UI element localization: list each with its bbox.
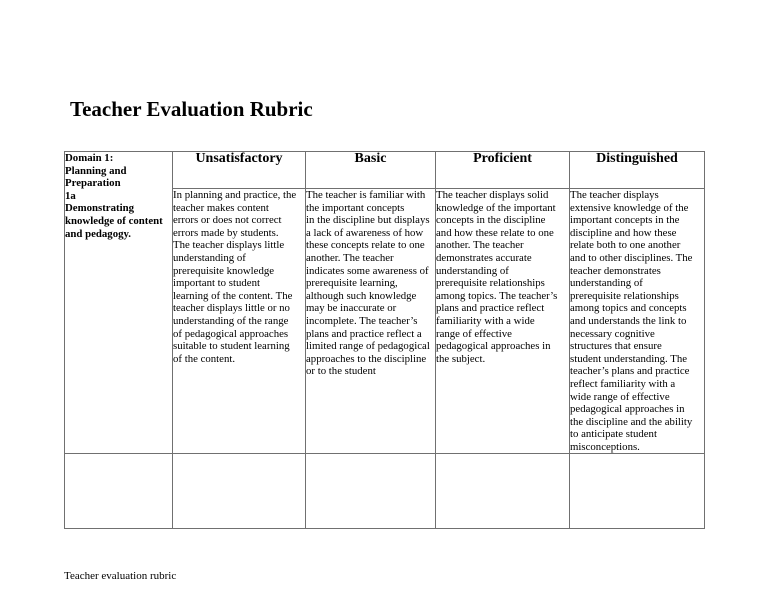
description-line: or to the student xyxy=(306,365,376,378)
description-distinguished xyxy=(570,189,705,454)
description-line: prerequisite learning, xyxy=(306,277,398,290)
rubric-table xyxy=(64,151,705,529)
description-line: and to other disciplines. The xyxy=(570,251,693,264)
description-line: knowledge of the important xyxy=(436,201,556,214)
description-line: in the discipline but displays xyxy=(306,214,430,227)
description-line: limited range of pedagogical xyxy=(306,340,430,353)
description-line: understanding of xyxy=(570,277,643,290)
domain-label: Preparation xyxy=(65,177,121,190)
description-line: teacher displays little or no xyxy=(173,302,290,315)
description-line: prerequisite relationships xyxy=(570,289,679,302)
description-line: important to student xyxy=(173,277,260,290)
component-label: knowledge of content xyxy=(65,214,163,227)
description-line: familiarity with a wide xyxy=(436,314,535,327)
description-line: of the content. xyxy=(173,352,236,365)
rubric-header-row xyxy=(65,152,705,189)
empty-cell xyxy=(65,454,173,529)
description-line: a lack of awareness of how xyxy=(306,226,424,239)
description-line: range of effective xyxy=(436,327,512,340)
description-line: discipline and how these xyxy=(570,226,677,239)
description-line: concepts in the discipline xyxy=(436,214,546,227)
description-line: The teacher displays solid xyxy=(436,189,549,201)
description-line: another. The teacher xyxy=(306,251,394,264)
description-line: errors or does not correct xyxy=(173,214,282,227)
description-line: prerequisite relationships xyxy=(436,277,545,290)
description-line: important concepts in the xyxy=(570,214,680,227)
description-line: student understanding. The xyxy=(570,352,688,365)
level-header-proficient: Proficient xyxy=(436,152,570,189)
empty-cell xyxy=(306,454,436,529)
description-line: extensive knowledge of the xyxy=(570,201,689,214)
description-line: The teacher displays xyxy=(570,189,659,201)
empty-cell xyxy=(436,454,570,529)
level-header-basic: Basic xyxy=(306,152,436,189)
description-unsatisfactory xyxy=(173,189,306,454)
description-line: among topics. The teacher’s xyxy=(436,289,558,302)
domain-label: Domain 1: xyxy=(65,152,114,164)
description-line: prerequisite knowledge xyxy=(173,264,275,277)
description-line: teacher makes content xyxy=(173,201,269,214)
description-line: these concepts relate to one xyxy=(306,239,425,252)
description-line: plans and practice reflect xyxy=(436,302,545,315)
description-line: the discipline and the ability xyxy=(570,415,693,428)
description-line: teacher’s plans and practice xyxy=(570,365,690,378)
description-line: incomplete. The teacher’s xyxy=(306,314,418,327)
description-proficient xyxy=(436,189,570,454)
description-basic xyxy=(306,189,436,454)
description-line: demonstrates accurate xyxy=(436,251,532,264)
description-line: may be inaccurate or xyxy=(306,302,397,315)
description-line: another. The teacher xyxy=(436,239,524,252)
description-line: understanding of xyxy=(436,264,509,277)
description-line: the important concepts xyxy=(306,201,405,214)
description-line: pedagogical approaches in xyxy=(436,340,551,353)
description-line: plans and practice reflect a xyxy=(306,327,422,340)
empty-cell xyxy=(173,454,306,529)
page-footer: Teacher evaluation rubric xyxy=(64,570,177,582)
description-line: although such knowledge xyxy=(306,289,417,302)
level-header-distinguished: Distinguished xyxy=(570,152,705,189)
component-label: Demonstrating xyxy=(65,202,134,215)
page-title: Teacher Evaluation Rubric xyxy=(70,97,313,121)
description-line: and understands the link to xyxy=(570,314,687,327)
domain-label: Planning and xyxy=(65,164,127,177)
empty-cell xyxy=(570,454,705,529)
domain-cell xyxy=(65,152,173,454)
description-line: of pedagogical approaches xyxy=(173,327,289,340)
description-line: and how these relate to one xyxy=(436,226,554,239)
description-line: learning of the content. The xyxy=(173,289,293,302)
component-label: 1a xyxy=(65,189,76,202)
description-line: suitable to student learning xyxy=(173,340,290,353)
description-line: structures that ensure xyxy=(570,340,662,353)
description-line: understanding of xyxy=(173,251,246,264)
description-line: errors made by students. xyxy=(173,226,279,239)
description-line: teacher demonstrates xyxy=(570,264,661,277)
description-line: The teacher displays little xyxy=(173,239,285,252)
component-label: and pedagogy. xyxy=(65,227,132,240)
description-line: The teacher is familiar with xyxy=(306,189,426,201)
description-line: approaches to the discipline xyxy=(306,352,427,365)
description-line: indicates some awareness of xyxy=(306,264,429,277)
description-line: pedagogical approaches in xyxy=(570,403,685,416)
description-line: reflect familiarity with a xyxy=(570,377,676,390)
description-line: relate both to one another xyxy=(570,239,681,252)
description-line: among topics and concepts xyxy=(570,302,687,315)
description-line: necessary cognitive xyxy=(570,327,655,340)
description-line: to anticipate student xyxy=(570,428,657,441)
description-line: misconceptions. xyxy=(570,440,640,453)
description-line: the subject. xyxy=(436,352,486,365)
description-line: In planning and practice, the xyxy=(173,189,297,201)
rubric-empty-row xyxy=(65,454,705,529)
description-line: wide range of effective xyxy=(570,390,670,403)
description-line: understanding of the range xyxy=(173,314,289,327)
level-header-unsatisfactory: Unsatisfactory xyxy=(173,152,306,189)
